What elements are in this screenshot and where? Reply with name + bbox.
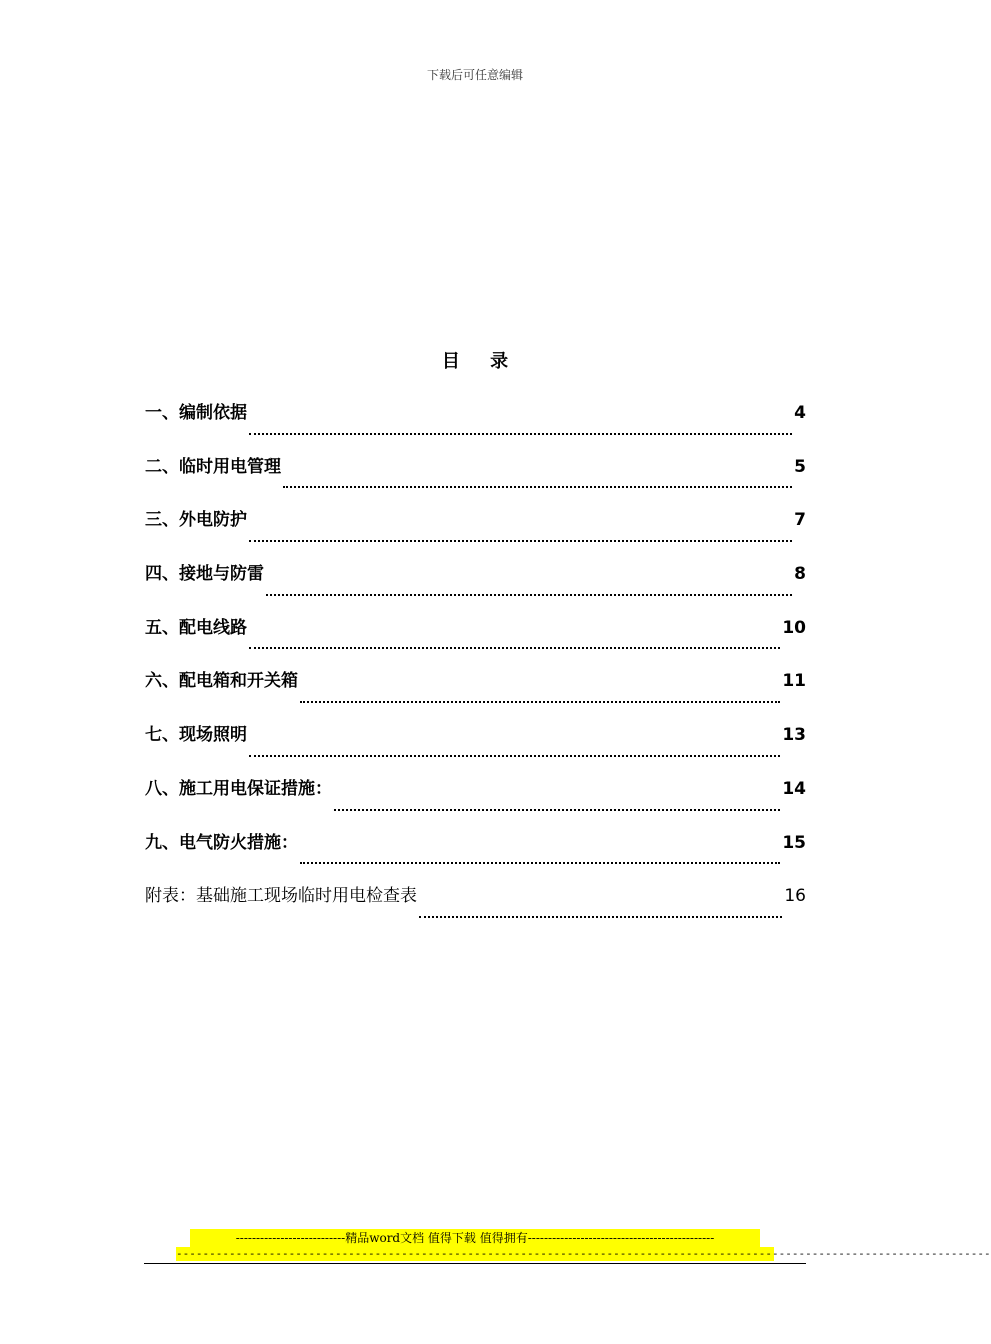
toc-entry-1[interactable] — [145, 398, 806, 452]
toc-entry-5[interactable] — [145, 613, 806, 667]
toc-entry-label: 七、现场照明 — [145, 725, 247, 746]
dot-leader — [249, 432, 792, 435]
toc-entry-page: 14 — [782, 778, 806, 799]
toc-entry-label: 二、临时用电管理 — [145, 456, 281, 477]
toc-entry-6[interactable] — [145, 666, 806, 720]
toc-entry-page: 13 — [782, 725, 806, 746]
toc-entry-label: 九、电气防火措施： — [145, 832, 298, 853]
dot-leader — [419, 915, 782, 918]
toc-entry-page: 8 — [794, 564, 806, 585]
footer-banner-text: ---------------------------精品word文档 值得下载 值得拥有---------------------------------------------- — [190, 1229, 760, 1247]
toc-entry-8[interactable] — [145, 774, 806, 828]
toc-entry-appendix[interactable] — [145, 881, 806, 935]
toc-entry-page: 4 — [794, 403, 806, 423]
table-of-contents — [145, 398, 806, 935]
footer-divider — [144, 1263, 806, 1264]
toc-entry-2[interactable] — [145, 452, 806, 506]
toc-entry-page: 15 — [782, 832, 806, 853]
toc-entry-page: 7 — [794, 510, 806, 531]
dot-leader — [334, 808, 780, 811]
toc-entry-3[interactable] — [145, 505, 806, 559]
toc-entry-7[interactable] — [145, 720, 806, 774]
toc-entry-page: 16 — [784, 886, 806, 907]
toc-entry-9[interactable] — [145, 828, 806, 882]
toc-entry-page: 10 — [782, 617, 806, 638]
toc-entry-label: 六、配电箱和开关箱 — [145, 671, 298, 692]
dot-leader — [266, 593, 792, 596]
dot-leader — [249, 754, 780, 757]
toc-entry-page: 11 — [782, 671, 806, 692]
page-header-note: 下载后可任意编辑 — [426, 68, 523, 82]
toc-entry-label: 三、外电防护 — [145, 510, 247, 531]
toc-entry-page: 5 — [794, 456, 806, 477]
toc-entry-4[interactable] — [145, 559, 806, 613]
toc-entry-label: 五、配电线路 — [145, 617, 247, 638]
dot-leader — [283, 485, 792, 488]
dot-leader — [249, 646, 780, 649]
toc-entry-label: 附表：基础施工现场临时用电检查表 — [145, 886, 417, 907]
toc-entry-label: 八、施工用电保证措施： — [145, 778, 332, 799]
toc-title: 目 录 — [441, 351, 521, 372]
dot-leader — [300, 861, 780, 864]
toc-entry-label: 一、编制依据 — [145, 403, 247, 423]
dot-leader — [300, 700, 780, 703]
toc-entry-label: 四、接地与防雷 — [145, 564, 264, 585]
footer-banner-dashes: --------------------------------------------------------------------------------------------------------------------------- — [176, 1247, 991, 1260]
dot-leader — [249, 539, 792, 542]
